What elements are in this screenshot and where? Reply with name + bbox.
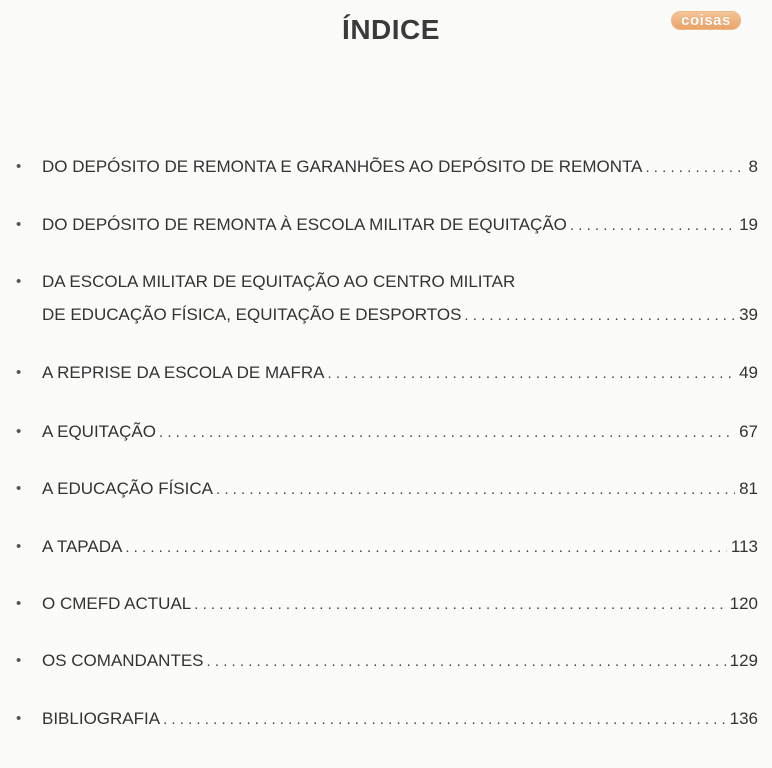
toc-line <box>42 592 758 616</box>
toc-entry-title: A EQUITAÇÃO <box>42 422 156 441</box>
toc-entry-title: A REPRISE DA ESCOLA DE MAFRA <box>42 363 325 382</box>
dot-leader <box>207 650 726 674</box>
dot-leader <box>125 536 727 560</box>
bullet: • <box>16 538 22 555</box>
toc-line <box>42 361 758 385</box>
toc-line <box>42 213 758 237</box>
dot-leader <box>159 421 735 445</box>
toc-entry-title: O CMEFD ACTUAL <box>42 594 192 613</box>
dot-leader <box>464 304 735 328</box>
bullet: • <box>16 364 22 381</box>
toc-entry-title: A TAPADA <box>42 537 123 556</box>
toc-entry-title: OS COMANDANTES <box>42 651 204 670</box>
toc-page-number: 19 <box>739 215 758 234</box>
toc-page-number: 8 <box>748 157 758 176</box>
toc-line <box>42 707 758 731</box>
toc-page-number: 39 <box>739 305 758 324</box>
toc-entry-title-line-1: DA ESCOLA MILITAR DE EQUITAÇÃO AO CENTRO MILITAR <box>42 272 516 291</box>
bullet: • <box>16 710 22 727</box>
bullet: • <box>16 480 22 497</box>
toc-page-number: 129 <box>729 651 758 670</box>
bullet: • <box>16 423 22 440</box>
toc-line <box>42 649 758 673</box>
toc-entry-title: DE EDUCAÇÃO FÍSICA, EQUITAÇÃO E DESPORTOS <box>42 305 462 324</box>
toc-entry-title: BIBLIOGRAFIA <box>42 709 161 728</box>
toc-entry-title: DO DEPÓSITO DE REMONTA À ESCOLA MILITAR DE EQUITAÇÃO <box>42 215 567 234</box>
bullet: • <box>16 595 22 612</box>
toc-line <box>42 155 758 179</box>
toc-page-number: 136 <box>729 709 758 728</box>
page-title: ÍNDICE <box>342 14 440 45</box>
toc-page-number: 120 <box>729 594 758 613</box>
dot-leader <box>327 362 735 386</box>
toc-page-number: 81 <box>739 479 758 498</box>
bullet: • <box>16 216 22 233</box>
bullet: • <box>16 652 22 669</box>
dot-leader <box>645 156 742 180</box>
toc-page-number: 113 <box>730 537 758 556</box>
bullet: • <box>16 273 22 290</box>
coisas-stamp-logo <box>671 11 741 30</box>
toc-page-number: 67 <box>739 422 758 441</box>
toc-page-number: 49 <box>739 363 758 382</box>
toc-line <box>42 535 758 559</box>
toc-line <box>42 303 758 327</box>
dot-leader <box>570 214 735 238</box>
toc-entry-title: A EDUCAÇÃO FÍSICA <box>42 479 213 498</box>
dot-leader <box>194 593 725 617</box>
bullet: • <box>16 158 22 175</box>
toc-line <box>42 477 758 501</box>
toc-entry-title: DO DEPÓSITO DE REMONTA E GARANHÕES AO DEPÓSITO DE REMONTA <box>42 157 643 176</box>
dot-leader <box>216 478 735 502</box>
toc-line <box>42 420 758 444</box>
dot-leader <box>163 708 726 732</box>
stamp-text: coisas <box>681 12 731 29</box>
